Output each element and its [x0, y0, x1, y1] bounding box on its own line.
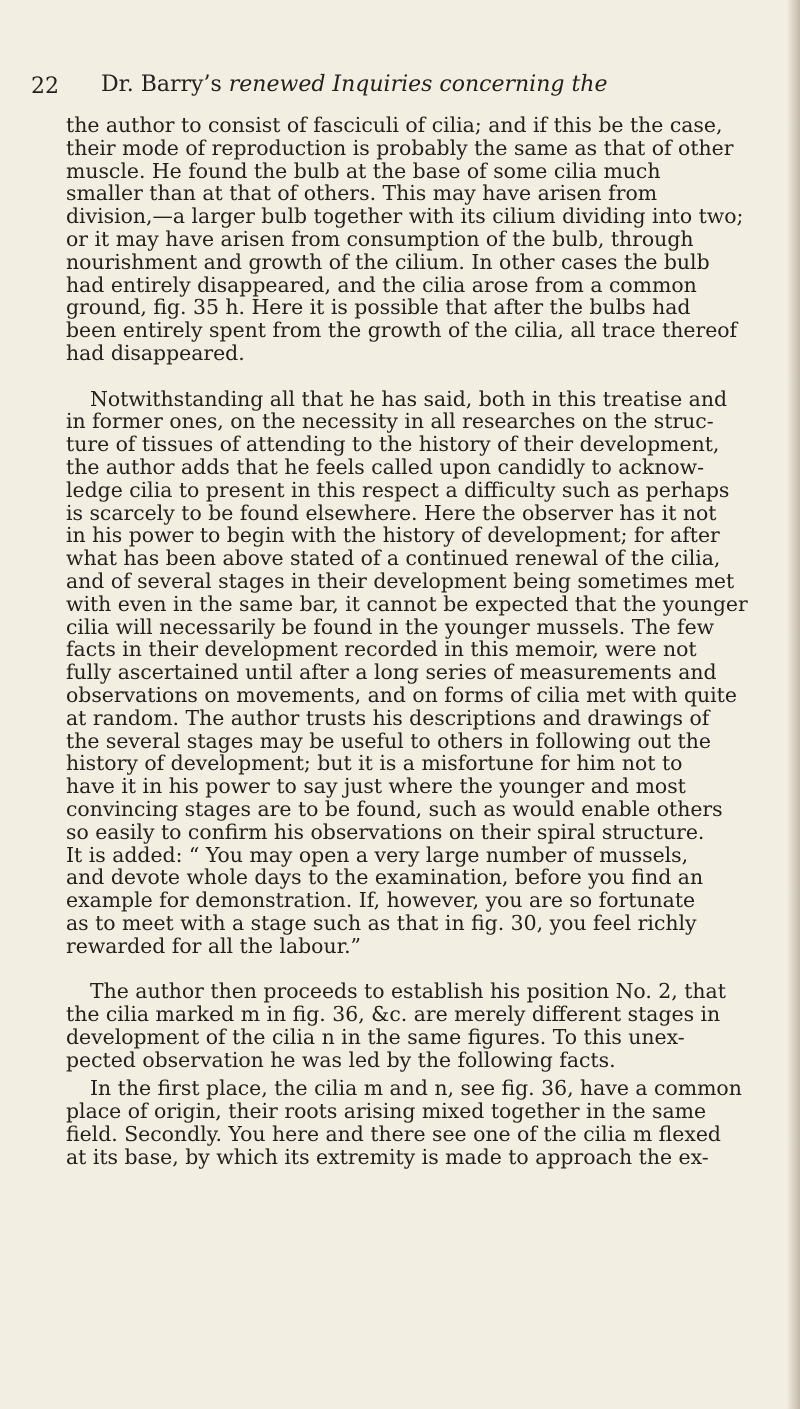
text-line: and of several stages in their development being sometimes met: [66, 568, 735, 593]
text-line: have it in his power to say just where the younger and most: [66, 774, 686, 799]
text-line: muscle. He found the bulb at the base of some cilia much: [66, 158, 661, 183]
text-line: field. Secondly. You here and there see one of the cilia m flexed: [66, 1122, 721, 1147]
text-line: nourishment and growth of the cilium. In other cases the bulb: [66, 249, 710, 274]
text-line: the several stages may be useful to others in following out the: [66, 728, 711, 753]
running-title: [101, 72, 608, 97]
text-line: Notwithstanding all that he has said, both in this treatise and: [90, 386, 728, 411]
text-line: at random. The author trusts his descriptions and drawings of: [66, 705, 710, 730]
paragraph-2: [66, 388, 766, 958]
text-line: In the first place, the cilia m and n, see fig. 36, have a common: [90, 1076, 742, 1101]
text-line: as to meet with a stage such as that in fig. 30, you feel richly: [66, 910, 697, 935]
text-line: fully ascertained until after a long series of measurements and: [66, 660, 717, 685]
text-line: convincing stages are to be found, such as would enable others: [66, 796, 723, 821]
running-header: [31, 72, 731, 108]
page-number: 22: [31, 74, 59, 99]
text-line: observations on movements, and on forms of cilia met with quite: [66, 682, 737, 707]
text-line: with even in the same bar, it cannot be expected that the younger: [66, 591, 748, 616]
text-line: the cilia marked m in fig. 36, &c. are merely different stages in: [66, 1002, 721, 1027]
paragraph-gap: [66, 957, 766, 980]
text-line: example for demonstration. If, however, you are so fortunate: [66, 888, 696, 913]
text-line: at its base, by which its extremity is made to approach the ex-: [66, 1144, 709, 1169]
text-line: is scarcely to be found elsewhere. Here the observer has it not: [66, 500, 717, 525]
text-line: in former ones, on the necessity in all researches on the struc-: [66, 409, 714, 434]
text-line: It is added: “ You may open a very large number of mussels,: [66, 842, 689, 867]
text-line: division,—a larger bulb together with its cilium dividing into two;: [66, 204, 744, 229]
text-line: pected observation he was led by the following facts.: [66, 1047, 616, 1072]
text-line: so easily to confirm his observations on their spiral structure.: [66, 819, 705, 844]
running-title-text: renewed Inquiries concerning the: [228, 72, 608, 97]
text-line: The author then proceeds to establish his position No. 2, that: [90, 979, 726, 1004]
text-line: had entirely disappeared, and the cilia arose from a common: [66, 272, 697, 297]
body-text: [66, 114, 766, 1169]
text-line: ground, fig. 35 h. Here it is possible that after the bulbs had: [66, 295, 691, 320]
text-line: history of development; but it is a misfortune for him not to: [66, 751, 683, 776]
text-line: development of the cilia n in the same figures. To this unex-: [66, 1024, 685, 1049]
paragraph-gap: [66, 365, 766, 388]
paragraph-4: [66, 1077, 766, 1168]
text-line: the author to consist of fasciculi of cilia; and if this be the case,: [66, 113, 723, 137]
text-line: facts in their development recorded in this memoir, were not: [66, 637, 697, 662]
text-line: or it may have arisen from consumption of the bulb, through: [66, 226, 694, 251]
text-line: in his power to begin with the history of development; for after: [66, 523, 720, 548]
text-line: rewarded for all the labour.”: [66, 933, 361, 958]
text-line: smaller than at that of others. This may have arisen from: [66, 181, 658, 206]
text-line: had disappeared.: [66, 340, 245, 365]
text-line: what has been above stated of a continued renewal of the cilia,: [66, 546, 721, 571]
text-line: place of origin, their roots arising mixed together in the same: [66, 1099, 707, 1124]
text-line: the author adds that he feels called upon candidly to acknow-: [66, 454, 704, 479]
paragraph-3: [66, 980, 766, 1071]
text-line: cilia will necessarily be found in the younger mussels. The few: [66, 614, 715, 639]
text-line: their mode of reproduction is probably the same as that of other: [66, 135, 734, 160]
text-line: ledge cilia to present in this respect a difficulty such as perhaps: [66, 477, 730, 502]
paragraph-1: [66, 114, 766, 365]
page-edge-shadow: [786, 0, 800, 1409]
text-line: and devote whole days to the examination, before you find an: [66, 865, 704, 890]
text-line: been entirely spent from the growth of the cilia, all trace thereof: [66, 318, 738, 343]
text-line: ture of tissues of attending to the history of their development,: [66, 432, 720, 457]
running-title-author: Dr. Barry’s: [101, 72, 222, 97]
